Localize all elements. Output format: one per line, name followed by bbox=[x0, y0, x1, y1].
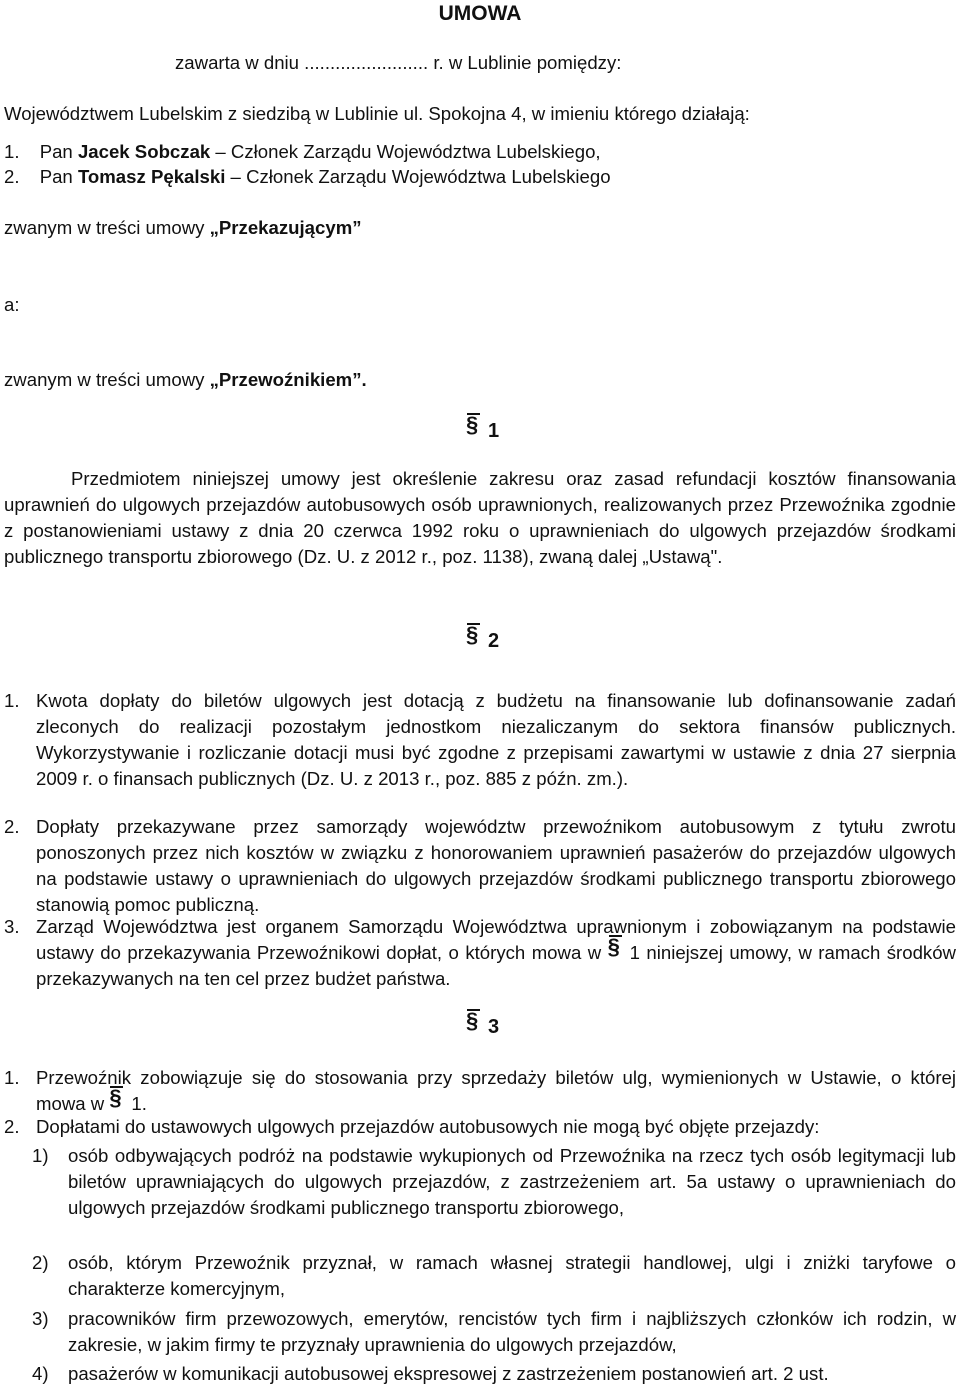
section-3-subitem-1-number: 1) bbox=[32, 1145, 49, 1166]
section-2-item-3-number: 3. bbox=[4, 916, 20, 937]
section-3-item-2 bbox=[36, 1114, 956, 1140]
section-sign-icon bbox=[466, 628, 480, 652]
section-ref-1 bbox=[608, 942, 630, 963]
section-sign-icon bbox=[466, 418, 480, 442]
section-3-item-1 bbox=[36, 1065, 956, 1117]
section-3-item-2-text: Dopłatami do ustawowych ulgowych przejazdów autobusowych nie mogą być objęte przejazdy: bbox=[36, 1116, 820, 1137]
signatory-1-name: Jacek Sobczak bbox=[77, 141, 211, 162]
section-ref-1 bbox=[109, 1093, 131, 1114]
section-2-number: 2 bbox=[488, 630, 500, 652]
document-title: UMOWA bbox=[438, 2, 522, 25]
section-sign-icon bbox=[466, 1014, 480, 1038]
signatory-1-prefix: Pan bbox=[39, 141, 78, 162]
party-two-designation bbox=[4, 368, 367, 392]
section-3-number: 3 bbox=[488, 1016, 500, 1038]
section-3-subitem-4-number: 4) bbox=[32, 1363, 49, 1384]
section-3-item-1-ref: 1 bbox=[131, 1093, 142, 1114]
section-2-item-1-number: 1. bbox=[4, 690, 20, 711]
section-2-item-3-text bbox=[36, 914, 956, 992]
section-3-subitem-3-number: 3) bbox=[32, 1308, 49, 1329]
party-one-designation bbox=[4, 216, 362, 240]
and-connector: a: bbox=[4, 294, 20, 315]
section-sign-icon bbox=[109, 1091, 123, 1115]
signatory-1-role: – Członek Zarządu Województwa Lubelskiego, bbox=[210, 141, 601, 162]
section-2-item-3-ref: 1 bbox=[629, 942, 640, 963]
signatory-1-number: 1. bbox=[4, 141, 20, 162]
section-3-item-1-text-after: . bbox=[141, 1093, 147, 1114]
party-one-name: „Przekazującym” bbox=[209, 217, 362, 238]
section-2-heading bbox=[466, 628, 499, 654]
section-3-subitem-2-text: osób, którym Przewoźnik przyznał, w ramach własnej strategii handlowej, ulgi i zniżki taryfowe o charakterze komercyjnym, bbox=[68, 1252, 956, 1299]
party-one-description: Województwem Lubelskim z siedzibą w Lublinie ul. Spokojna 4, w imieniu którego działają: bbox=[4, 103, 750, 124]
section-3-subitem-1 bbox=[68, 1143, 956, 1221]
party-one-designation-prefix: zwanym w treści umowy bbox=[4, 217, 210, 238]
section-2-item-3-text-after: niniejszej umowy, w ramach środków przekazywanych na ten cel przez budżet państwa. bbox=[36, 942, 956, 989]
section-sign-icon bbox=[608, 940, 622, 964]
signatory-2-role: – Członek Zarządu Województwa Lubelskiego bbox=[225, 166, 611, 187]
section-3-item-2-number: 2. bbox=[4, 1116, 20, 1137]
section-3-subitem-2-number: 2) bbox=[32, 1252, 49, 1273]
signatory-2-prefix: Pan bbox=[39, 166, 78, 187]
section-3-subitem-4 bbox=[68, 1361, 956, 1387]
section-2-item-2-text: Dopłaty przekazywane przez samorządy województw przewoźnikom autobusowym z tytułu zwrotu ponoszonych przez nich kosztów w związku z honorowaniem uprawnień pasażerów do przejazdów ulgowych na podstawie ustawy o uprawnieniach do ulgowych przejazdów środkami publicznego transportu zbiorowego stanowią pomoc publiczną. bbox=[36, 816, 956, 915]
section-1-number: 1 bbox=[488, 420, 500, 442]
section-2-item-3 bbox=[36, 914, 956, 992]
section-3-subitem-2 bbox=[68, 1250, 956, 1302]
section-3-subitem-3 bbox=[68, 1306, 956, 1358]
section-3-item-1-number: 1. bbox=[4, 1067, 20, 1088]
party-two-designation-prefix: zwanym w treści umowy bbox=[4, 369, 210, 390]
section-1-text: Przedmiotem niniejszej umowy jest określenie zakresu oraz zasad refundacji kosztów finansowania uprawnień do ulgowych przejazdów autobusowych osób uprawnionych, realizowanych przez Przewoźnika zgodnie z postanowieniami ustawy z dnia 20 czerwca 1992 roku o uprawnieniach do ulgowych przejazdów środkami publicznego transportu zbiorowego (Dz. U. z 2012 r., poz. 1138), zwaną dalej „Ustawą". bbox=[4, 468, 956, 567]
section-2-item-1 bbox=[36, 688, 956, 792]
section-3-subitem-1-text: osób odbywających podróż na podstawie wykupionych od Przewoźnika na rzecz tych osób legitymacji lub biletów uprawniających do ulgowych przejazdów, z zastrzeżeniem art. 5a ustawy o uprawnieniach do ulgowych przejazdów środkami publicznego transportu zbiorowego, bbox=[68, 1145, 956, 1218]
contract-date-line: zawarta w dniu ........................ r. w Lublinie pomiędzy: bbox=[175, 52, 622, 73]
section-2-item-2-number: 2. bbox=[4, 816, 20, 837]
signatory-2-number: 2. bbox=[4, 166, 20, 187]
party-two-name: „Przewoźnikiem”. bbox=[209, 369, 367, 390]
section-3-subitem-3-text: pracowników firm przewozowych, emerytów, rencistów tych firm i najbliższych członków ich rodzin, w zakresie, w jakim firmy te przyznały uprawnienia do ulgowych przejazdów, bbox=[68, 1308, 956, 1355]
section-2-item-1-text: Kwota dopłaty do biletów ulgowych jest dotacją z budżetu na finansowanie lub dofinansowanie zadań zleconych do realizacji pozostałym jednostkom niezaliczanym do sektora finansów publicznych. Wykorzystywanie i rozliczanie dotacji musi być zgodne z przepisami zawartymi w ustawie z dnia 27 sierpnia 2009 r. o finansach publicznych (Dz. U. z 2013 r., poz. 885 z późn. zm.). bbox=[36, 690, 956, 789]
section-3-item-1-text bbox=[36, 1065, 956, 1117]
signatory-2-name: Tomasz Pękalski bbox=[77, 166, 226, 187]
signatory-1 bbox=[4, 140, 601, 164]
section-3-item-1-text-before: Przewoźnik zobowiązuje się do stosowania przy sprzedaży biletów ulg, wymienionych w Ustawie, o której mowa w bbox=[36, 1067, 956, 1114]
section-2-item-3-text-before: Zarząd Województwa jest organem Samorządu Województwa uprawnionym i zobowiązanym na podstawie ustawy do przekazywania Przewoźnikowi dopłat, o których mowa w bbox=[36, 916, 956, 963]
section-1-paragraph bbox=[4, 466, 956, 570]
section-2-item-2 bbox=[36, 814, 956, 918]
section-1-heading bbox=[466, 418, 499, 444]
section-3-subitem-4-text: pasażerów w komunikacji autobusowej ekspresowej z zastrzeżeniem postanowień art. 2 ust. bbox=[68, 1363, 829, 1384]
section-3-heading bbox=[466, 1014, 499, 1040]
signatory-2 bbox=[4, 165, 611, 189]
